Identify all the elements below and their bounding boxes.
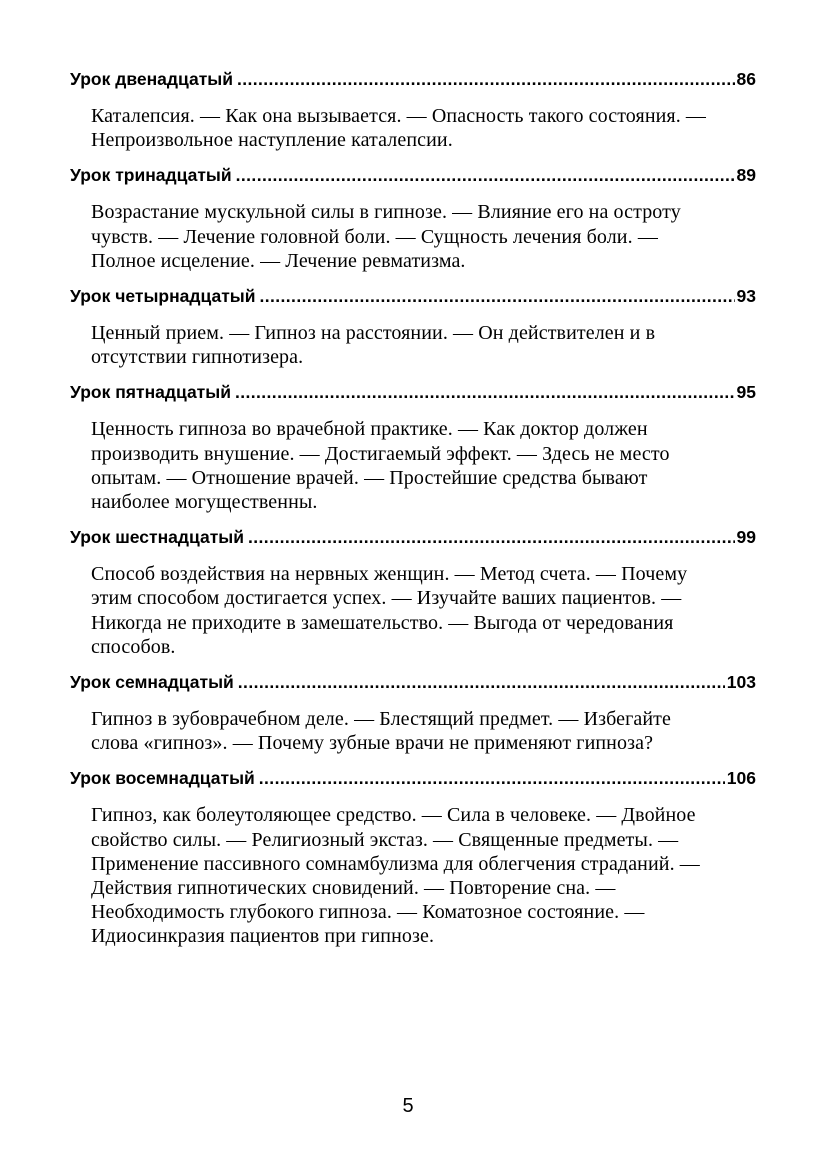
description-line: Гипноз в зубоврачебном деле. — Блестящий предмет. — Избегайте xyxy=(91,708,671,731)
description-line: чувств. — Лечение головной боли. — Сущность лечения боли. — xyxy=(91,225,658,248)
description-line: Способ воздействия на нервных женщин. — Метод счета. — Почему xyxy=(91,563,688,586)
description-line: производить внушение. — Достигаемый эффект. — Здесь не место xyxy=(91,442,670,465)
description-line: Возрастание мускульной силы в гипнозе. — Влияние его на остроту xyxy=(91,201,681,224)
description-line: Ценный прием. — Гипноз на расстоянии. — Он действителен и в xyxy=(91,322,656,345)
entry-page-number: 106 xyxy=(726,768,756,789)
entry-description xyxy=(91,707,756,755)
entry-page-number: 95 xyxy=(736,382,756,403)
description-line: опытам. — Отношение врачей. — Простейшие средства бывают xyxy=(91,466,648,489)
description-line: Гипноз, как болеутоляющее средство. — Сила в человеке. — Двойное xyxy=(91,804,696,827)
description-line: Необходимость глубокого гипноза. — Коматозное состояние. — xyxy=(91,901,645,924)
dot-leader xyxy=(259,765,725,791)
entry-title: Урок восемнадцатый xyxy=(70,768,255,789)
entry-page-number: 86 xyxy=(736,69,756,89)
toc-entry-lesson-15 xyxy=(70,379,756,514)
entry-description xyxy=(91,803,756,948)
entry-title: Урок семнадцатый xyxy=(70,672,234,693)
toc-entry-lesson-18 xyxy=(70,765,756,948)
toc-entry-heading[interactable] xyxy=(70,283,756,309)
entry-page-number: 89 xyxy=(736,165,756,186)
dot-leader xyxy=(259,283,734,309)
dot-leader xyxy=(248,524,735,550)
description-line: Никогда не приходите в замешательство. — Выгода от чередования xyxy=(91,611,674,634)
description-line: слова «гипноз». — Почему зубные врачи не применяют гипноза? xyxy=(91,732,654,755)
entry-description xyxy=(91,321,756,369)
toc-entry-lesson-12 xyxy=(70,66,756,152)
description-line: Ценность гипноза во врачебной практике. — Как доктор должен xyxy=(91,418,648,441)
entry-title: Урок пятнадцатый xyxy=(70,382,231,403)
entry-title: Урок двенадцатый xyxy=(70,69,233,89)
description-line: Каталепсия. — Как она вызывается. — Опасность такого состояния. — xyxy=(91,105,707,127)
toc-entry-heading[interactable] xyxy=(70,379,756,405)
entry-title: Урок шестнадцатый xyxy=(70,527,245,548)
toc-entry-heading[interactable] xyxy=(70,524,756,550)
entry-description xyxy=(91,417,756,514)
description-line: этим способом достигается успех. — Изучайте ваших пациентов. — xyxy=(91,587,682,610)
toc-entry-lesson-17 xyxy=(70,669,756,755)
toc-entry-lesson-13 xyxy=(70,162,756,273)
page-number: 5 xyxy=(402,1095,414,1117)
entry-title: Урок тринадцатый xyxy=(70,165,232,186)
entry-description xyxy=(91,104,756,152)
toc-entry-heading[interactable] xyxy=(70,162,756,188)
description-line: отсутствии гипнотизера. xyxy=(91,346,304,369)
description-line: Полное исцеление. — Лечение ревматизма. xyxy=(91,249,466,272)
toc-entry-heading[interactable] xyxy=(70,66,756,92)
entry-page-number: 93 xyxy=(736,286,756,307)
description-line: Применение пассивного сомнамбулизма для облегчения страданий. — xyxy=(91,852,700,875)
entry-page-number: 99 xyxy=(736,527,756,548)
dot-leader xyxy=(236,162,735,188)
entry-description xyxy=(91,562,756,659)
description-line: наиболее могущественны. xyxy=(91,491,318,514)
entry-description xyxy=(91,200,756,273)
entry-title: Урок четырнадцатый xyxy=(70,286,256,307)
description-line: Непроизвольное наступление каталепсии. xyxy=(91,129,453,152)
description-line: способов. xyxy=(91,635,176,658)
dot-leader xyxy=(237,66,735,92)
table-of-contents xyxy=(70,66,756,959)
description-line: свойство силы. — Религиозный экстаз. — Священные предметы. — xyxy=(91,828,679,851)
toc-entry-heading[interactable] xyxy=(70,765,756,791)
toc-entry-lesson-16 xyxy=(70,524,756,659)
toc-entry-heading[interactable] xyxy=(70,669,756,695)
dot-leader xyxy=(235,379,735,405)
entry-page-number: 103 xyxy=(726,672,756,693)
toc-entry-lesson-14 xyxy=(70,283,756,369)
dot-leader xyxy=(238,669,725,695)
description-line: Действия гипнотических сновидений. — Повторение сна. — xyxy=(91,877,616,900)
description-line: Идиосинкразия пациентов при гипнозе. xyxy=(91,925,435,948)
